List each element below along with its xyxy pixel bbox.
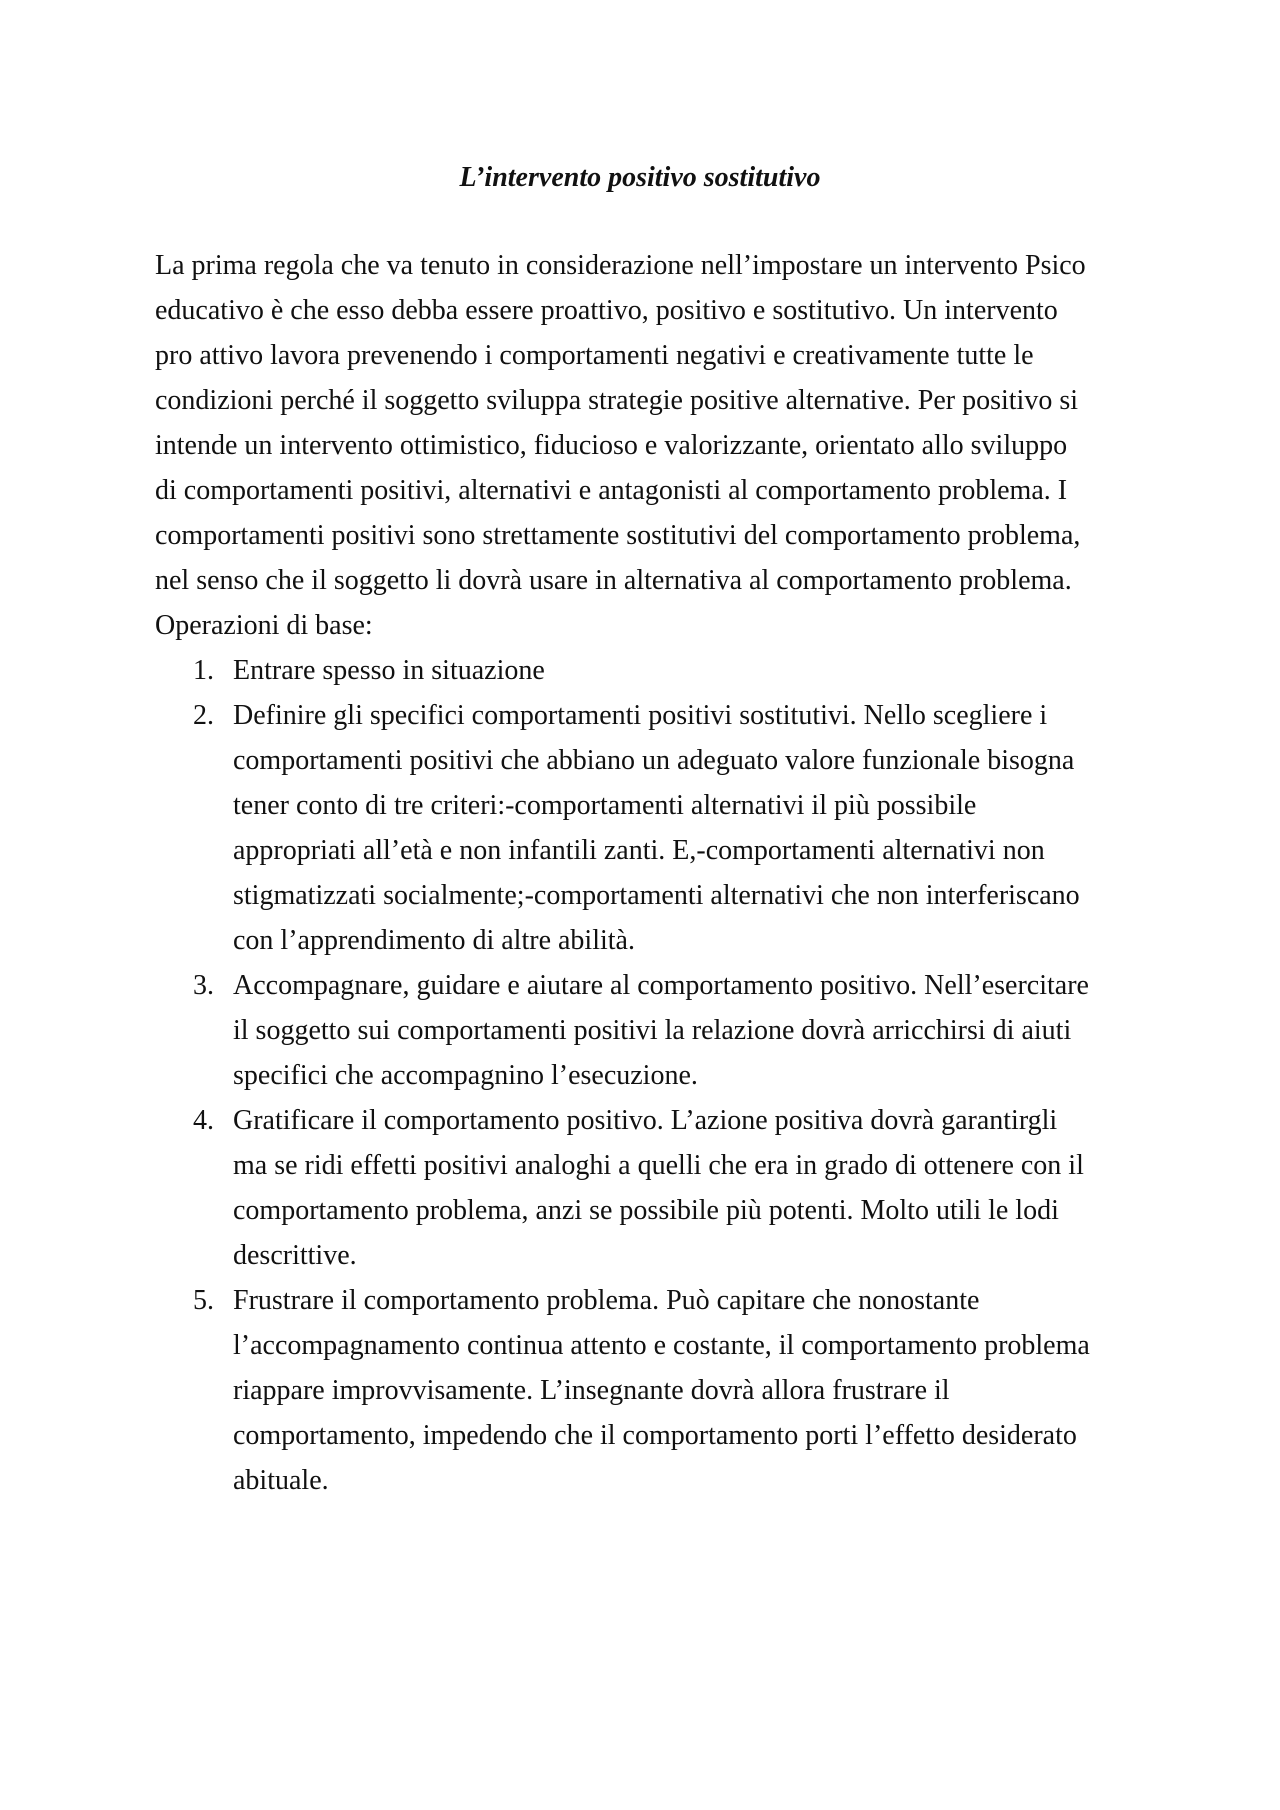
list-item-text: Accompagnare, guidare e aiutare al comportamento positivo. Nell’esercitare il soggetto sui comportamenti positivi la relazione dovrà arricchirsi di aiuti specifici che accompagnino l’esecuzione. — [233, 970, 1089, 1091]
list-item-text: Gratificare il comportamento positivo. L’azione positiva dovrà garantirgli ma se ridi effetti positivi analoghi a quelli che era in grado di ottenere con il comportamento problema, anzi se possibile più potenti. Molto utili le lodi descrittive. — [233, 1105, 1084, 1271]
list-item-number: 3. — [193, 970, 214, 1001]
list-item-number: 2. — [193, 700, 214, 731]
list-item-text: Definire gli specifici comportamenti positivi sostitutivi. Nello scegliere i comportamenti positivi che abbiano un adeguato valore funzionale bisogna tener conto di tre criteri:-comportamenti alternativi il più possibile appropriati all’età e non infantili zanti. E,-comportamenti alternativi non stigmatizzati socialmente;-comportamenti alternativi che non interferiscano con l’apprendimento di altre abilità. — [233, 700, 1080, 956]
operations-list — [155, 648, 1095, 1503]
list-item — [155, 1098, 1095, 1278]
list-item-text: Frustrare il comportamento problema. Può capitare che nonostante l’accompagnamento continua attento e costante, il comportamento problema riappare improvvisamente. L’insegnante dovrà allora frustrare il comportamento, impedendo che il comportamento porti l’effetto desiderato abituale. — [233, 1285, 1090, 1496]
list-item-number: 4. — [193, 1105, 214, 1136]
list-item-number: 1. — [193, 655, 214, 686]
list-item-text: Entrare spesso in situazione — [233, 655, 545, 686]
list-item — [155, 963, 1095, 1098]
list-item — [155, 693, 1095, 963]
page-title: L’intervento positivo sostitutivo — [459, 162, 821, 193]
document-body — [155, 243, 1095, 1503]
list-item — [155, 1278, 1095, 1503]
list-item — [155, 648, 1095, 693]
operations-label: Operazioni di base: — [155, 610, 373, 641]
list-item-number: 5. — [193, 1285, 214, 1316]
intro-paragraph: La prima regola che va tenuto in considerazione nell’impostare un intervento Psico educativo è che esso debba essere proattivo, positivo e sostitutivo. Un intervento pro attivo lavora prevenendo i comportamenti negativi e creativamente tutte le condizioni perché il soggetto sviluppa strategie positive alternative. Per positivo si intende un intervento ottimistico, fiducioso e valorizzante, orientato allo sviluppo di comportamenti positivi, alternativi e antagonisti al comportamento problema. I comportamenti positivi sono strettamente sostitutivi del comportamento problema, nel senso che il soggetto li dovrà usare in alternativa al comportamento problema. — [155, 250, 1086, 596]
